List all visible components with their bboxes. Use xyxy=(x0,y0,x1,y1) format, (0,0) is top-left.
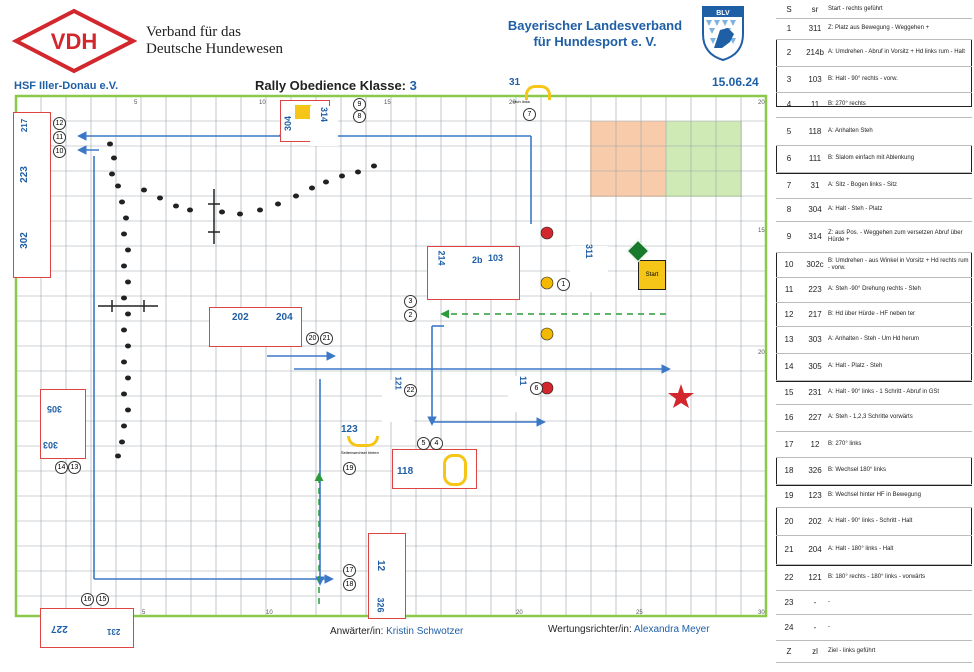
station-14: 14 xyxy=(55,461,68,474)
row-description: Ziel - links geführt xyxy=(828,647,876,654)
row-description: - xyxy=(828,598,830,605)
paw-print-icon xyxy=(125,248,131,253)
paw-print-icon xyxy=(123,216,129,221)
row-description: B: Wechsel hinter HF in Bewegung xyxy=(828,492,921,498)
row-code: 214b xyxy=(806,48,824,57)
sign-123-code: 123 xyxy=(341,424,358,435)
table-row xyxy=(776,404,972,431)
station-16: 16 xyxy=(81,593,94,606)
row-number: 15 xyxy=(784,387,794,397)
row-description: B: 270° links xyxy=(828,440,862,447)
table-row xyxy=(776,277,972,302)
sign-12-326 xyxy=(368,533,406,619)
row-number: 4 xyxy=(786,100,792,109)
sign-217-code: 217 xyxy=(20,118,30,133)
sign-202-204 xyxy=(209,307,302,347)
sign-118-code: 118 xyxy=(397,466,414,477)
row-description: A: Anhalten Steh xyxy=(828,127,873,134)
paw-print-icon xyxy=(275,202,281,207)
tick-right-15: 15 xyxy=(758,228,765,234)
tick-bottom-5: 5 xyxy=(142,610,146,616)
row-number: 23 xyxy=(784,597,794,607)
table-row xyxy=(776,18,972,39)
judge xyxy=(548,624,710,635)
paw-print-icon xyxy=(371,164,377,169)
row-code: 202 xyxy=(808,516,822,526)
paw-print-icon xyxy=(219,210,225,215)
table-row xyxy=(776,117,972,145)
sign-2b-code: 2b xyxy=(472,255,483,265)
candidate-name: Kristin Schwotzer xyxy=(386,626,464,637)
sign-227-231 xyxy=(40,608,134,648)
row-divider xyxy=(776,662,972,663)
row-description: A: Halt - 90° links - Schritt - Halt xyxy=(828,517,913,524)
station-20: 20 xyxy=(306,332,319,345)
paw-print-icon xyxy=(257,208,263,213)
table-row xyxy=(776,640,972,662)
table-row xyxy=(776,457,972,484)
class-title xyxy=(255,78,417,93)
sign-311 xyxy=(570,246,608,292)
row-code: 204 xyxy=(808,545,822,554)
sign-326-code: 326 xyxy=(375,597,386,613)
sign-214-103 xyxy=(427,246,520,300)
row-code: sr xyxy=(811,4,819,14)
row-number: 2 xyxy=(786,48,792,57)
paw-print-icon xyxy=(339,174,345,179)
paw-print-icon xyxy=(121,424,127,429)
row-code: 311 xyxy=(808,24,822,33)
station-22: 22 xyxy=(404,384,417,397)
sign-start-label: Start xyxy=(645,272,659,278)
paw-print-icon xyxy=(323,180,329,185)
row-code: 12 xyxy=(810,439,820,449)
row-code: 223 xyxy=(808,285,822,294)
paw-print-icon xyxy=(121,296,127,301)
paw-print-icon xyxy=(125,312,131,317)
sign-12-code: 12 xyxy=(375,559,387,572)
paw-print-icon xyxy=(309,186,315,191)
paw-print-icon xyxy=(355,170,361,175)
row-code: 217 xyxy=(808,309,822,319)
row-code: - xyxy=(813,622,817,632)
tick-bottom-25: 25 xyxy=(636,610,643,616)
row-number: 14 xyxy=(784,362,794,371)
row-description: B: Slalom einfach mit Ablenkung xyxy=(828,155,915,161)
row-code: 11 xyxy=(810,100,820,109)
row-code: zl xyxy=(812,646,818,656)
sign-314-code: 314 xyxy=(319,107,329,123)
sign-302-code: 302 xyxy=(18,232,30,249)
row-number: 21 xyxy=(784,545,794,554)
station-10: 10 xyxy=(53,145,66,158)
row-number: 11 xyxy=(784,285,794,294)
vdh-logo xyxy=(12,8,137,74)
paw-print-icon xyxy=(121,392,127,397)
station-2: 2 xyxy=(404,309,417,322)
blv-title xyxy=(470,18,720,50)
sign-204-code: 204 xyxy=(276,312,293,323)
paw-print-icon xyxy=(157,196,163,201)
row-number: 12 xyxy=(784,309,794,319)
sign-303-code: 303 xyxy=(43,440,59,450)
row-description: A: Sitz - Bogen links - Sitz xyxy=(828,181,898,188)
table-row xyxy=(776,590,972,614)
tick-top-20: 20 xyxy=(509,100,516,106)
table-row xyxy=(776,535,972,564)
row-code: 103 xyxy=(808,74,822,84)
table-row xyxy=(776,92,972,117)
paw-print-icon xyxy=(111,156,117,161)
row-description: B: Umdrehen - aus Winkel in Vorsitz + Hd rechts rum - vorw. xyxy=(828,257,969,271)
tick-top-15: 15 xyxy=(384,100,391,106)
row-number: 5 xyxy=(786,126,792,136)
sign-202-code: 202 xyxy=(232,312,249,323)
paw-print-icon xyxy=(107,142,113,147)
candidate-label: Anwärter/in: xyxy=(330,626,384,637)
station-5: 5 xyxy=(417,437,430,450)
row-number: 6 xyxy=(786,154,792,163)
sign-305-303 xyxy=(40,389,86,459)
station-12: 12 xyxy=(53,117,66,130)
row-description: Z: Platz aus Bewegung - Weggehen + xyxy=(828,25,930,31)
paw-print-icon xyxy=(119,440,125,445)
row-description: A: Umdrehen - Abruf in Vorsitz + Hd links rum - Halt xyxy=(828,49,965,55)
row-code: 231 xyxy=(808,387,822,397)
station-6: 6 xyxy=(530,382,543,395)
row-description: A: Steh - 1,2,3 Schritte vorwärts xyxy=(828,414,913,420)
row-number: 9 xyxy=(786,232,792,241)
row-description: B: Wechsel 180° links xyxy=(828,467,886,473)
table-row xyxy=(776,0,972,18)
paw-print-icon xyxy=(121,328,127,333)
station-4: 4 xyxy=(430,437,443,450)
row-code: 314 xyxy=(808,232,822,241)
table-row xyxy=(776,431,972,457)
row-number: 24 xyxy=(784,622,794,632)
sign-314 xyxy=(310,106,338,146)
station-21: 21 xyxy=(320,332,333,345)
row-number: 20 xyxy=(784,516,794,526)
station-9: 9 xyxy=(353,98,366,111)
paw-print-icon xyxy=(125,376,131,381)
row-code: 326 xyxy=(808,466,822,475)
station-18: 18 xyxy=(343,578,356,591)
row-description: A: Halt - Platz - Steh xyxy=(828,363,883,369)
row-description: B: 270° rechts xyxy=(828,101,866,107)
station-19: 19 xyxy=(343,462,356,475)
row-description: B: Hd über Hürde - HF neben ter xyxy=(828,310,916,317)
station-15: 15 xyxy=(96,593,109,606)
row-description: A: Halt - Steh - Platz xyxy=(828,206,883,212)
tick-right-20: 20 xyxy=(758,350,765,356)
table-row xyxy=(776,145,972,172)
table-row xyxy=(776,252,972,277)
station-1: 1 xyxy=(557,278,570,291)
table-row xyxy=(776,614,972,640)
paw-print-icon xyxy=(109,172,115,177)
table-row xyxy=(776,564,972,590)
sign-227-code: 227 xyxy=(51,623,68,634)
row-description: Z: aus Pos. - Weggehen zum versetzen Abruf über Hürde + xyxy=(828,229,963,243)
table-row xyxy=(776,39,972,66)
judge-label: Wertungsrichter/in: xyxy=(548,624,632,635)
row-code: 304 xyxy=(808,205,822,214)
tick-top-5: 5 xyxy=(134,100,138,106)
paw-print-icon xyxy=(125,344,131,349)
table-row xyxy=(776,326,972,353)
paw-print-icon xyxy=(115,454,121,459)
row-code: 302c xyxy=(806,260,824,269)
paw-print-icon xyxy=(121,264,127,269)
paw-print-icon xyxy=(141,188,147,193)
sign-121-code: 121 xyxy=(393,376,403,390)
tick-corner-br: 30 xyxy=(758,610,765,616)
sign-11-code: 11 xyxy=(518,376,528,386)
sign-118 xyxy=(392,449,477,489)
sign-31-code: 31 xyxy=(509,77,521,88)
row-number: 18 xyxy=(784,466,794,475)
tick-top-10: 10 xyxy=(259,100,266,106)
paw-print-icon xyxy=(121,360,127,365)
row-number: 7 xyxy=(786,180,792,190)
route-arrows xyxy=(79,136,669,584)
vdh-name-line1: Verband für das xyxy=(146,24,241,40)
row-number: 8 xyxy=(786,205,792,214)
sign-123-text: Seitenwechsel hinten xyxy=(341,450,379,455)
table-row xyxy=(776,172,972,198)
event-date: 15.06.24 xyxy=(712,75,759,89)
vdh-name xyxy=(146,24,283,58)
row-number: 17 xyxy=(784,439,794,449)
tick-corner-tr: 20 xyxy=(758,100,765,106)
table-row xyxy=(776,484,972,507)
row-number: 22 xyxy=(784,572,794,582)
row-number: 13 xyxy=(784,335,794,344)
row-code: 118 xyxy=(808,126,822,136)
row-description: B: Halt - 90° rechts - vorw. xyxy=(828,75,898,82)
row-description: Start - rechts geführt xyxy=(828,5,883,12)
row-description: A: Steh -90° Drehung rechts - Steh xyxy=(828,286,921,292)
table-row xyxy=(776,302,972,326)
tick-bottom-10: 10 xyxy=(266,610,273,616)
exercise-table xyxy=(776,0,972,672)
row-number: 16 xyxy=(784,413,794,422)
sign-214-code: 214 xyxy=(436,250,447,266)
row-code: - xyxy=(813,597,817,607)
vdh-name-line2: Deutsche Hundewesen xyxy=(146,41,284,57)
candidate xyxy=(330,626,463,637)
sign-217-223-302 xyxy=(13,112,51,278)
station-3: 3 xyxy=(404,295,417,308)
station-8: 8 xyxy=(353,110,366,123)
green-zone xyxy=(666,121,742,197)
station-17: 17 xyxy=(343,564,356,577)
paw-trail xyxy=(107,142,377,459)
row-code: 227 xyxy=(808,413,822,422)
blv-title-line1: Bayerischer Landesverband xyxy=(507,18,683,33)
row-code: 123 xyxy=(808,491,822,500)
paw-print-icon xyxy=(115,184,121,189)
table-row xyxy=(776,353,972,380)
row-number: Z xyxy=(786,646,792,656)
row-code: 305 xyxy=(808,362,822,371)
tick-bottom-20: 20 xyxy=(516,610,523,616)
table-row xyxy=(776,380,972,404)
sign-123 xyxy=(340,423,392,455)
row-code: 121 xyxy=(808,572,822,582)
orange-zone xyxy=(590,121,666,197)
row-code: 31 xyxy=(810,180,820,190)
row-description: A: Halt - 180° links - Halt xyxy=(828,546,894,552)
sign-start xyxy=(638,260,666,290)
table-row xyxy=(776,221,972,252)
hurdle-marks xyxy=(98,189,220,312)
judge-name: Alexandra Meyer xyxy=(633,624,710,635)
vdh-logo-text: VDH xyxy=(50,29,98,54)
row-number: 3 xyxy=(786,74,792,84)
table-row xyxy=(776,198,972,221)
sign-311-code: 311 xyxy=(584,244,594,259)
sign-223-code: 223 xyxy=(18,166,30,183)
row-description: A: Anhalten - Steh - Um Hd herum xyxy=(828,336,920,342)
station-13: 13 xyxy=(68,461,81,474)
sign-304-code: 304 xyxy=(283,115,293,131)
paw-print-icon xyxy=(125,408,131,413)
paw-print-icon xyxy=(121,232,127,237)
sign-31 xyxy=(508,76,552,108)
paw-print-icon xyxy=(119,200,125,205)
paw-print-icon xyxy=(237,212,243,217)
paw-print-icon xyxy=(187,208,193,213)
row-number: 19 xyxy=(784,491,794,500)
sign-305-code: 305 xyxy=(47,404,63,414)
row-code: 111 xyxy=(808,154,822,163)
blv-crest-icon xyxy=(700,4,746,62)
class-number: 3 xyxy=(409,78,417,93)
station-11: 11 xyxy=(53,131,66,144)
paw-print-icon xyxy=(173,204,179,209)
row-description: - xyxy=(828,623,830,630)
sign-231-code: 231 xyxy=(107,627,121,636)
class-label: Rally Obedience Klasse: xyxy=(255,78,407,93)
club-name: HSF Iller-Donau e.V. xyxy=(14,80,119,92)
sign-103-code: 103 xyxy=(488,253,504,263)
row-description: B: 180° rechts - 180° links - vorwärts xyxy=(828,573,926,580)
row-number: S xyxy=(786,4,792,14)
table-row xyxy=(776,66,972,92)
row-code: 303 xyxy=(808,335,822,344)
table-row xyxy=(776,507,972,535)
row-description: A: Halt - 90° links - 1 Schritt - Abruf in GSt xyxy=(828,388,940,395)
row-number: 1 xyxy=(786,24,792,33)
sign-31-text: rech links xyxy=(513,99,530,104)
row-number: 10 xyxy=(784,260,794,269)
paw-print-icon xyxy=(125,280,131,285)
blv-logo-text: BLV xyxy=(716,10,730,17)
station-7: 7 xyxy=(523,108,536,121)
blv-title-line2: für Hundesport e. V. xyxy=(533,34,657,49)
paw-print-icon xyxy=(293,194,299,199)
